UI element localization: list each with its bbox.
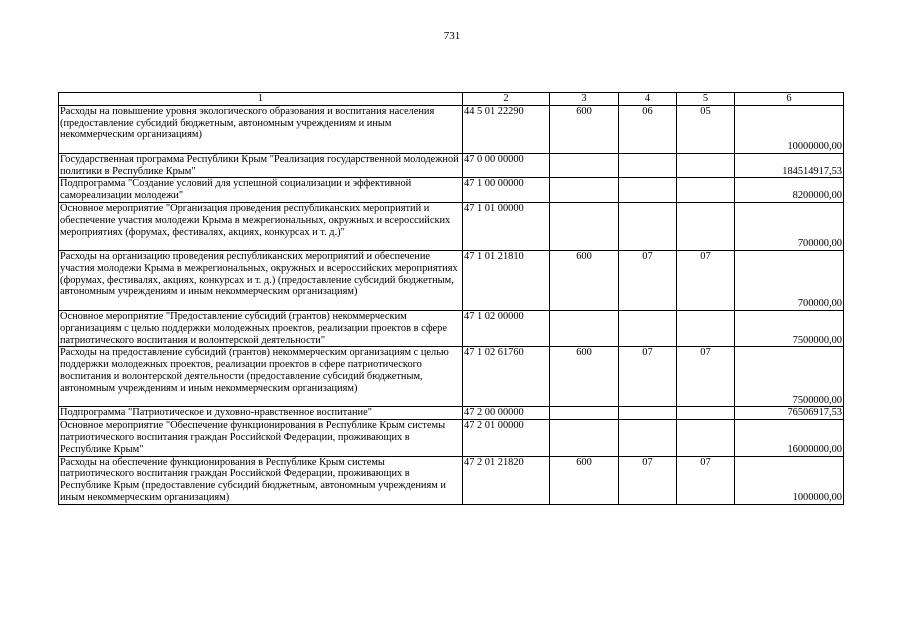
table-row [59, 202, 844, 250]
row-code: 47 1 02 00000 [463, 310, 550, 346]
row-code: 47 1 01 21810 [463, 250, 550, 310]
table-row [59, 456, 844, 504]
row-pr [677, 202, 735, 250]
row-amount: 7500000,00 [735, 347, 844, 407]
page-number: 731 [443, 30, 461, 42]
row-amount: 8200000,00 [735, 178, 844, 203]
row-code: 47 1 01 00000 [463, 202, 550, 250]
row-code: 47 1 02 61760 [463, 347, 550, 407]
column-header: 5 [677, 93, 735, 106]
row-name: Подпрограмма "Патриотическое и духовно-нравственное воспитание" [59, 407, 463, 420]
row-pr [677, 178, 735, 203]
row-code: 47 2 01 00000 [463, 420, 550, 456]
row-amount: 184514917,53 [735, 153, 844, 178]
row-rz [619, 420, 677, 456]
row-pr: 07 [677, 456, 735, 504]
row-name: Основное мероприятие "Организация проведения республиканских мероприятий и обеспечение участия молодежи Крыма в межрегиональных, окружных и всероссийских мероприятиях (форумах, фестивалях, акциях, конкурсах и т. д.)" [59, 202, 463, 250]
row-name: Расходы на повышение уровня экологического образования и воспитания населения (предоставление субсидий бюджетным, автономным учреждениям и иным некоммерческим организациям) [59, 105, 463, 153]
table-row [59, 310, 844, 346]
row-pr: 05 [677, 105, 735, 153]
row-rz [619, 178, 677, 203]
row-amount: 16000000,00 [735, 420, 844, 456]
row-name: Основное мероприятие "Обеспечение функционирования в Республике Крым системы патриотического воспитания граждан Российской Федерации, проживающих в Республике Крым" [59, 420, 463, 456]
row-amount: 76506917,53 [735, 407, 844, 420]
row-pr [677, 153, 735, 178]
row-vr: 600 [550, 456, 619, 504]
row-vr [550, 202, 619, 250]
column-header: 2 [463, 93, 550, 106]
row-vr [550, 407, 619, 420]
row-rz [619, 202, 677, 250]
column-header: 3 [550, 93, 619, 106]
row-name: Основное мероприятие "Предоставление субсидий (грантов) некоммерческим организациям с целью поддержки молодежных проектов, реализации проектов в сфере патриотического воспитания и волонтерской деятельности" [59, 310, 463, 346]
row-vr [550, 153, 619, 178]
row-code: 47 0 00 00000 [463, 153, 550, 178]
column-header: 1 [59, 93, 463, 106]
row-pr [677, 407, 735, 420]
table-row [59, 105, 844, 153]
table-row [59, 178, 844, 203]
row-rz [619, 310, 677, 346]
row-code: 47 2 01 21820 [463, 456, 550, 504]
row-rz: 07 [619, 250, 677, 310]
column-header: 4 [619, 93, 677, 106]
row-rz: 07 [619, 347, 677, 407]
row-name: Государственная программа Республики Крым "Реализация государственной молодежной политики в Республике Крым" [59, 153, 463, 178]
table-row [59, 420, 844, 456]
column-header: 6 [735, 93, 844, 106]
row-rz: 06 [619, 105, 677, 153]
row-vr [550, 178, 619, 203]
row-rz: 07 [619, 456, 677, 504]
row-name: Расходы на организацию проведения республиканских мероприятий и обеспечение участия молодежи Крыма в межрегиональных, окружных и всероссийских мероприятиях (форумах, фестивалях, акциях, конкурсах и т. д.) (предоставление субсидий бюджетным, автономным учреждениям и иным некоммерческим организациям) [59, 250, 463, 310]
row-name: Расходы на предоставление субсидий (грантов) некоммерческим организациям с целью поддержки молодежных проектов, реализации проектов в сфере патриотического воспитания и волонтерской деятельности (предоставление субсидий бюджетным, автономным учреждениям и иным некоммерческим организациям) [59, 347, 463, 407]
row-vr: 600 [550, 105, 619, 153]
row-vr [550, 420, 619, 456]
row-pr: 07 [677, 250, 735, 310]
row-pr [677, 310, 735, 346]
budget-table [58, 92, 844, 505]
row-name: Подпрограмма "Создание условий для успешной социализации и эффективной самореализации молодежи" [59, 178, 463, 203]
table-row [59, 347, 844, 407]
row-rz [619, 407, 677, 420]
row-pr [677, 420, 735, 456]
row-name: Расходы на обеспечение функционирования в Республике Крым системы патриотического воспитания граждан Российской Федерации, проживающих в Республике Крым (предоставление субсидий бюджетным, автономным учреждениям и иным некоммерческим организациям) [59, 456, 463, 504]
row-amount: 1000000,00 [735, 456, 844, 504]
row-vr: 600 [550, 250, 619, 310]
row-rz [619, 153, 677, 178]
row-amount: 7500000,00 [735, 310, 844, 346]
row-amount: 700000,00 [735, 250, 844, 310]
row-code: 44 5 01 22290 [463, 105, 550, 153]
table-header-row [59, 93, 844, 106]
table-row [59, 153, 844, 178]
row-pr: 07 [677, 347, 735, 407]
row-amount: 700000,00 [735, 202, 844, 250]
table-row [59, 407, 844, 420]
row-amount: 10000000,00 [735, 105, 844, 153]
row-vr: 600 [550, 347, 619, 407]
row-vr [550, 310, 619, 346]
row-code: 47 1 00 00000 [463, 178, 550, 203]
row-code: 47 2 00 00000 [463, 407, 550, 420]
table-row [59, 250, 844, 310]
